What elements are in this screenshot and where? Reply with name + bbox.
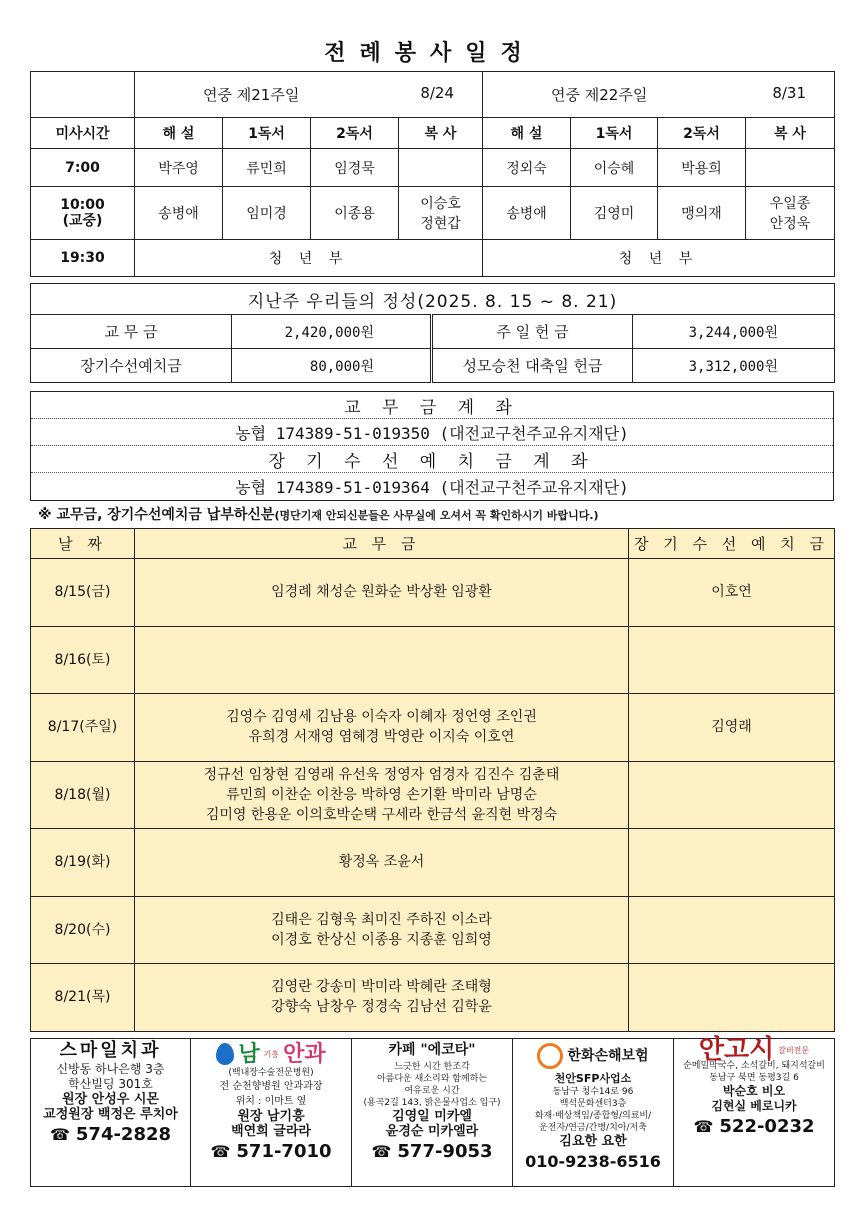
ad-title: 스마일치과 — [59, 1040, 162, 1061]
server-cell — [399, 149, 483, 187]
names-line: 이경호 한상신 이종용 지종훈 임희영 — [271, 931, 492, 948]
role-header: 2독서 — [311, 118, 399, 149]
donation-date: 8/18(월) — [31, 761, 135, 829]
ad-owner: 김영일 미카엘 — [392, 1109, 472, 1124]
donation-date: 8/21(목) — [31, 964, 135, 1032]
ad-owner: 박순호 비오 — [722, 1084, 786, 1098]
offering-caption: 지난주 우리들의 정성(2025. 8. 15 ~ 8. 21) — [31, 284, 835, 315]
page-title: 전례봉사일정 — [324, 41, 536, 66]
role-header: 해 설 — [483, 118, 571, 149]
repair-names — [629, 626, 835, 694]
ad-line: 학산빌딩 301호 — [68, 1077, 153, 1091]
tithe-names — [135, 964, 629, 1032]
account-b-number: 농협 174389-51-019364 (대전교구천주교유지재단) — [235, 478, 629, 497]
offering-label: 장기수선예치금 — [31, 349, 232, 383]
notice-main: 교무금, 장기수선예치금 납부하신분 — [56, 507, 275, 523]
ad-line: 여유로운 시간 — [404, 1086, 460, 1096]
ad-dental — [31, 1039, 191, 1187]
eye-drop-icon — [216, 1043, 234, 1065]
time-header: 미사시간 — [31, 118, 135, 149]
offering-value: 2,420,000원 — [232, 315, 432, 349]
names-line: 정규선 임창현 김영래 유선욱 정영자 엄경자 김진수 김춘태 — [203, 766, 560, 783]
mass-time: 7:00 — [31, 149, 135, 187]
server-name: 안정욱 — [769, 216, 811, 232]
repair-names — [629, 964, 835, 1032]
sponsor-ads — [30, 1035, 835, 1187]
role-header: 2독서 — [658, 118, 746, 149]
table-row — [31, 896, 835, 964]
restaurant-logo — [674, 1035, 834, 1065]
ad-line: 천안SFP사업소 — [554, 1072, 632, 1085]
repair-names: 김영래 — [629, 694, 835, 762]
repair-names — [629, 761, 835, 829]
bank-accounts-box — [30, 391, 834, 501]
liturgy-schedule-table — [30, 71, 835, 277]
server-cell: 정외숙 — [483, 149, 571, 187]
logo-text: 안고시 — [698, 1035, 775, 1065]
names-line: 김태은 김형욱 최미진 주하진 이소라 — [271, 911, 492, 928]
role-header: 복 사 — [746, 118, 835, 149]
ad-owner: 김요한 요한 — [559, 1134, 627, 1149]
names-line: 류민희 이찬순 이찬응 박하영 손기환 박미라 남명순 — [226, 786, 537, 803]
server-cell: 송병애 — [483, 187, 571, 240]
ad-line: (용곡2길 143, 밝은물사업소 입구) — [363, 1098, 501, 1108]
ad-line: 동남구 청수14로 96 — [552, 1087, 634, 1097]
table-row — [31, 559, 835, 627]
ad-phone-number: 577-9053 — [397, 1141, 493, 1162]
hanwha-logo-icon — [537, 1043, 563, 1069]
names-line: 황정옥 조윤서 — [338, 854, 425, 871]
mass-time-hour: 10:00 — [60, 197, 105, 213]
table-row — [31, 964, 835, 1032]
mass-time-note: (교중) — [62, 213, 103, 229]
server-name: 이승호 — [420, 196, 461, 212]
mass-time: 19:30 — [31, 240, 135, 277]
ad-cafe — [352, 1039, 513, 1187]
role-header: 해 설 — [135, 118, 223, 149]
table-row — [31, 626, 835, 694]
ad-phone-number: 010-9238-6516 — [525, 1152, 661, 1171]
logo-small-text: 갈비전문 — [778, 1046, 810, 1055]
ad-phone — [191, 1141, 351, 1162]
offering-label: 주 일 헌 금 — [432, 315, 633, 349]
donation-date: 8/19(화) — [31, 829, 135, 897]
week2-header — [483, 72, 835, 118]
ad-line: 신방동 하나은행 3층 — [56, 1062, 165, 1076]
ad-line: 동남구 북면 동평3길 6 — [709, 1073, 799, 1083]
account-a-number: 농협 174389-51-019350 (대전교구천주교유지재단) — [31, 419, 833, 446]
donation-date: 8/20(수) — [31, 896, 135, 964]
server-name: 우일종 — [769, 196, 811, 212]
server-cell: 박용희 — [658, 149, 746, 187]
server-cell: 임미경 — [223, 187, 311, 240]
offering-value: 3,312,000원 — [633, 349, 835, 383]
eye-clinic-logo — [191, 1043, 351, 1065]
ad-phone — [31, 1124, 190, 1145]
repair-names: 이호연 — [629, 559, 835, 627]
account-b-title: 장 기 수 선 예 치 금 계 좌 — [31, 446, 833, 473]
ad-phone-number: 571-7010 — [236, 1141, 332, 1162]
server-cell — [746, 149, 835, 187]
donation-date: 8/17(주일) — [31, 694, 135, 762]
server-cell: 박주영 — [135, 149, 223, 187]
ad-insurance — [513, 1039, 674, 1187]
phone-icon: ☎ — [49, 1125, 70, 1144]
table-row — [31, 694, 835, 762]
names-line: 강향숙 남창우 정경숙 김남선 김학윤 — [271, 999, 492, 1016]
ad-owner: 교정원장 백정은 루치아 — [43, 1107, 178, 1122]
tithe-names — [135, 761, 629, 829]
server-cell: 이승혜 — [571, 149, 658, 187]
table-row — [31, 829, 835, 897]
week1-date: 8/24 — [420, 84, 454, 102]
ad-line: 느긋한 시간 한조각 — [394, 1062, 470, 1072]
tithe-names — [135, 829, 629, 897]
logo-text: 남 — [238, 1041, 260, 1067]
ad-eye-clinic — [191, 1039, 352, 1187]
ad-title: 카페 "에코타" — [388, 1042, 476, 1058]
ad-phone — [674, 1116, 834, 1137]
phone-icon: ☎ — [371, 1142, 392, 1161]
insurance-logo — [513, 1043, 673, 1069]
repair-names — [629, 829, 835, 897]
donation-list-table — [30, 528, 835, 1032]
notice-sub: (명단기재 안되신분들은 사무실에 오셔서 꼭 확인하시기 바랍니다.) — [274, 509, 599, 522]
server-cell: 송병애 — [135, 187, 223, 240]
ad-line: 백석문화센터3층 — [559, 1099, 627, 1109]
ad-restaurant — [674, 1035, 835, 1187]
server-cell: 이종용 — [311, 187, 399, 240]
ad-line: 전 순천향병원 안과과장 — [219, 1081, 323, 1092]
tithe-names — [135, 626, 629, 694]
notice-mark: ※ — [38, 507, 52, 523]
payment-notice — [38, 504, 599, 524]
offering-value: 80,000원 — [232, 349, 432, 383]
table-row — [31, 761, 835, 829]
tithe-names — [135, 559, 629, 627]
role-header: 복 사 — [399, 118, 483, 149]
ad-owner: 윤경순 미카엘라 — [385, 1124, 479, 1139]
ad-line: 순메밀막국수, 소석갈비, 돼지석갈비 — [683, 1061, 825, 1071]
col-header-repair: 장 기 수 선 예 치 금 — [629, 529, 835, 559]
ad-line: 화재·배상책임/종합형/의료비/ — [534, 1111, 652, 1121]
offering-value: 3,244,000원 — [633, 315, 835, 349]
names-line: 유희경 서재영 염혜경 박영란 이지숙 이호연 — [248, 729, 515, 746]
names-line: 김미영 한용운 이의호박순택 구세라 한금석 윤직현 박정숙 — [205, 806, 558, 823]
offering-label: 교 무 금 — [31, 315, 232, 349]
ad-owner: 백연희 글라라 — [231, 1124, 311, 1139]
ad-line: 아름다운 새소리와 함께하는 — [376, 1074, 488, 1084]
names-line: 김영란 강송미 박미라 박혜란 조태형 — [271, 979, 492, 996]
role-header: 1독서 — [223, 118, 311, 149]
col-header-date: 날 짜 — [31, 529, 135, 559]
offering-table — [30, 283, 835, 383]
tithe-names — [135, 694, 629, 762]
ad-line: 운전자/연금/간병/치아/저축 — [539, 1123, 647, 1133]
names-line: 김영수 김영세 김남용 이숙자 이혜자 정언영 조인권 — [226, 709, 537, 726]
phone-icon: ☎ — [693, 1117, 714, 1136]
week2-date: 8/31 — [772, 84, 806, 102]
week1-name: 연중 제21주일 — [203, 86, 300, 104]
repair-names — [629, 896, 835, 964]
server-name: 정현갑 — [420, 216, 461, 232]
ad-phone-number: 574-2828 — [75, 1124, 172, 1145]
phone-icon: ☎ — [210, 1142, 231, 1161]
youth-group-cell: 청 년 부 — [483, 240, 835, 277]
ad-phone-number: 522-0232 — [719, 1116, 815, 1137]
donation-date: 8/16(토) — [31, 626, 135, 694]
server-cell: 류민희 — [223, 149, 311, 187]
names-line: 임경례 채성순 원화순 박상환 임광환 — [271, 584, 492, 601]
empty-corner — [31, 72, 135, 118]
server-cell: 맹의재 — [658, 187, 746, 240]
logo-text: 안과 — [283, 1041, 326, 1067]
ad-phone — [352, 1141, 512, 1162]
server-cell: 김영미 — [571, 187, 658, 240]
ad-owner: 원장 안성우 시몬 — [62, 1092, 159, 1107]
role-header: 1독서 — [571, 118, 658, 149]
offering-label: 성모승천 대축일 헌금 — [432, 349, 633, 383]
week2-name: 연중 제22주일 — [551, 86, 648, 104]
server-cell: 임경묵 — [311, 149, 399, 187]
tithe-names — [135, 896, 629, 964]
ad-owner: 원장 남기흥 — [237, 1109, 305, 1124]
week1-header — [135, 72, 483, 118]
mass-time — [31, 187, 135, 240]
account-a-title: 교 무 금 계 좌 — [31, 392, 833, 419]
donation-date: 8/15(금) — [31, 559, 135, 627]
youth-group-cell: 청 년 부 — [135, 240, 483, 277]
ad-line: 위치 : 이마트 옆 — [235, 1096, 307, 1107]
col-header-tithe: 교 무 금 — [135, 529, 629, 559]
ad-line: (백내장수술전문병원) — [228, 1068, 314, 1078]
ad-owner: 김현실 베로니카 — [711, 1099, 797, 1113]
server-cell — [746, 187, 835, 240]
logo-small-text: 기흥 — [263, 1049, 280, 1059]
logo-text: 한화손해보험 — [567, 1047, 649, 1064]
server-cell — [399, 187, 483, 240]
